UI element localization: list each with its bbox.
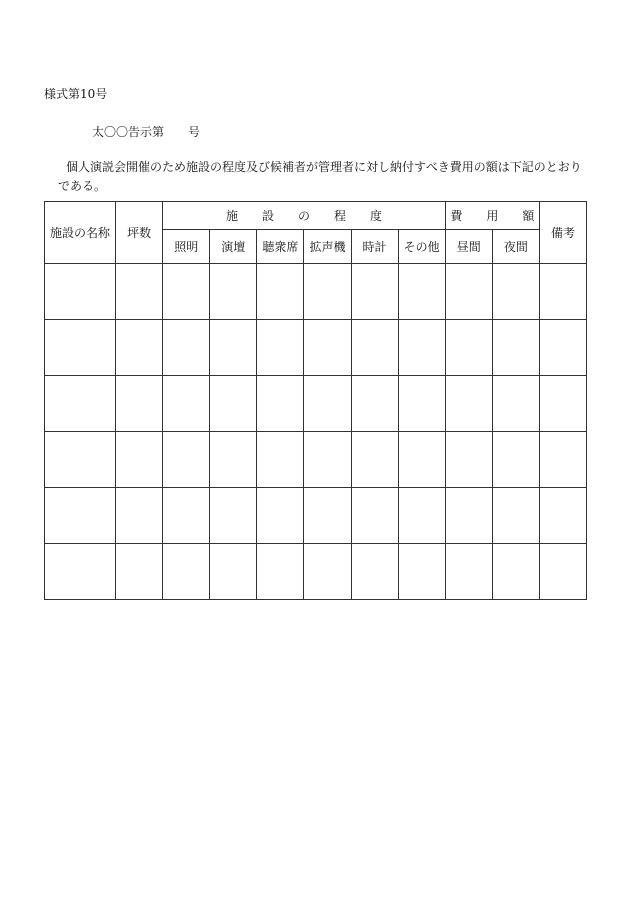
table-cell[interactable] [116, 488, 163, 544]
table-row [45, 488, 587, 544]
table-cell[interactable] [163, 264, 210, 320]
subheader-audience-seats: 聴衆席 [257, 230, 304, 264]
table-cell[interactable] [257, 376, 304, 432]
subheader-lighting: 照明 [163, 230, 210, 264]
table-cell[interactable] [539, 320, 586, 376]
table-cell[interactable] [210, 320, 257, 376]
table-cell[interactable] [163, 544, 210, 600]
table-cell[interactable] [398, 376, 445, 432]
table-cell[interactable] [257, 432, 304, 488]
table-cell[interactable] [163, 376, 210, 432]
table-cell[interactable] [492, 488, 539, 544]
table-cell[interactable] [398, 544, 445, 600]
form-number: 様式第10号 [44, 87, 108, 101]
table-cell[interactable] [163, 320, 210, 376]
table-cell[interactable] [210, 376, 257, 432]
table-cell[interactable] [445, 488, 492, 544]
table-row [45, 544, 587, 600]
table-cell[interactable] [445, 432, 492, 488]
table-cell[interactable] [351, 264, 398, 320]
subheader-nighttime: 夜間 [492, 230, 539, 264]
table-cell[interactable] [398, 432, 445, 488]
table-cell[interactable] [351, 488, 398, 544]
table-cell[interactable] [163, 488, 210, 544]
table-cell[interactable] [257, 320, 304, 376]
table-cell[interactable] [351, 376, 398, 432]
table-cell[interactable] [492, 376, 539, 432]
table-cell[interactable] [539, 432, 586, 488]
header-facility-name: 施設の名称 [45, 202, 116, 264]
intro-paragraph [44, 158, 584, 196]
header-fee-group: 費 用 額 [445, 202, 539, 230]
header-area: 坪数 [116, 202, 163, 264]
table-cell[interactable] [539, 544, 586, 600]
table-cell[interactable] [445, 376, 492, 432]
table-cell[interactable] [304, 320, 351, 376]
table-row [45, 264, 587, 320]
table-cell[interactable] [304, 264, 351, 320]
table-cell[interactable] [116, 432, 163, 488]
table-cell[interactable] [210, 488, 257, 544]
subheader-daytime: 昼間 [445, 230, 492, 264]
header-facility-group: 施 設 の 程 度 [163, 202, 446, 230]
table-cell[interactable] [45, 432, 116, 488]
table-cell[interactable] [304, 488, 351, 544]
table-cell[interactable] [210, 544, 257, 600]
facility-fee-table [44, 201, 587, 600]
table-cell[interactable] [163, 432, 210, 488]
table-cell[interactable] [445, 264, 492, 320]
subheader-loudspeaker: 拡声機 [304, 230, 351, 264]
table-cell[interactable] [304, 544, 351, 600]
table-cell[interactable] [45, 264, 116, 320]
table-cell[interactable] [257, 544, 304, 600]
notice-line: 太〇〇告示第 号 [92, 125, 201, 139]
subheader-clock: 時計 [351, 230, 398, 264]
subheader-podium: 演壇 [210, 230, 257, 264]
table-cell[interactable] [116, 376, 163, 432]
header-remarks: 備考 [539, 202, 586, 264]
table-cell[interactable] [210, 264, 257, 320]
table-cell[interactable] [398, 264, 445, 320]
table-cell[interactable] [398, 488, 445, 544]
table-cell[interactable] [492, 544, 539, 600]
table-cell[interactable] [492, 320, 539, 376]
table-cell[interactable] [492, 264, 539, 320]
table-cell[interactable] [445, 320, 492, 376]
table-cell[interactable] [45, 376, 116, 432]
table-cell[interactable] [116, 544, 163, 600]
table-cell[interactable] [210, 432, 257, 488]
table-cell[interactable] [45, 544, 116, 600]
table-cell[interactable] [351, 432, 398, 488]
table-cell[interactable] [45, 320, 116, 376]
table-cell[interactable] [45, 488, 116, 544]
table-cell[interactable] [398, 320, 445, 376]
subheader-other: その他 [398, 230, 445, 264]
table-cell[interactable] [539, 264, 586, 320]
table-cell[interactable] [492, 432, 539, 488]
table-cell[interactable] [304, 432, 351, 488]
table-cell[interactable] [351, 544, 398, 600]
table-row [45, 432, 587, 488]
table-cell[interactable] [539, 376, 586, 432]
table-row [45, 320, 587, 376]
intro-line-1: 個人演説会開催のため施設の程度及び候補者が管理者に対し納付すべき費用の額は下記のとおり [66, 160, 582, 174]
table-cell[interactable] [116, 264, 163, 320]
table-row [45, 376, 587, 432]
intro-line-2: である。 [58, 179, 107, 193]
table-cell[interactable] [351, 320, 398, 376]
table-cell[interactable] [445, 544, 492, 600]
table-cell[interactable] [539, 488, 586, 544]
table-cell[interactable] [257, 488, 304, 544]
table-cell[interactable] [257, 264, 304, 320]
table-cell[interactable] [116, 320, 163, 376]
table-cell[interactable] [304, 376, 351, 432]
table-body [45, 264, 587, 600]
